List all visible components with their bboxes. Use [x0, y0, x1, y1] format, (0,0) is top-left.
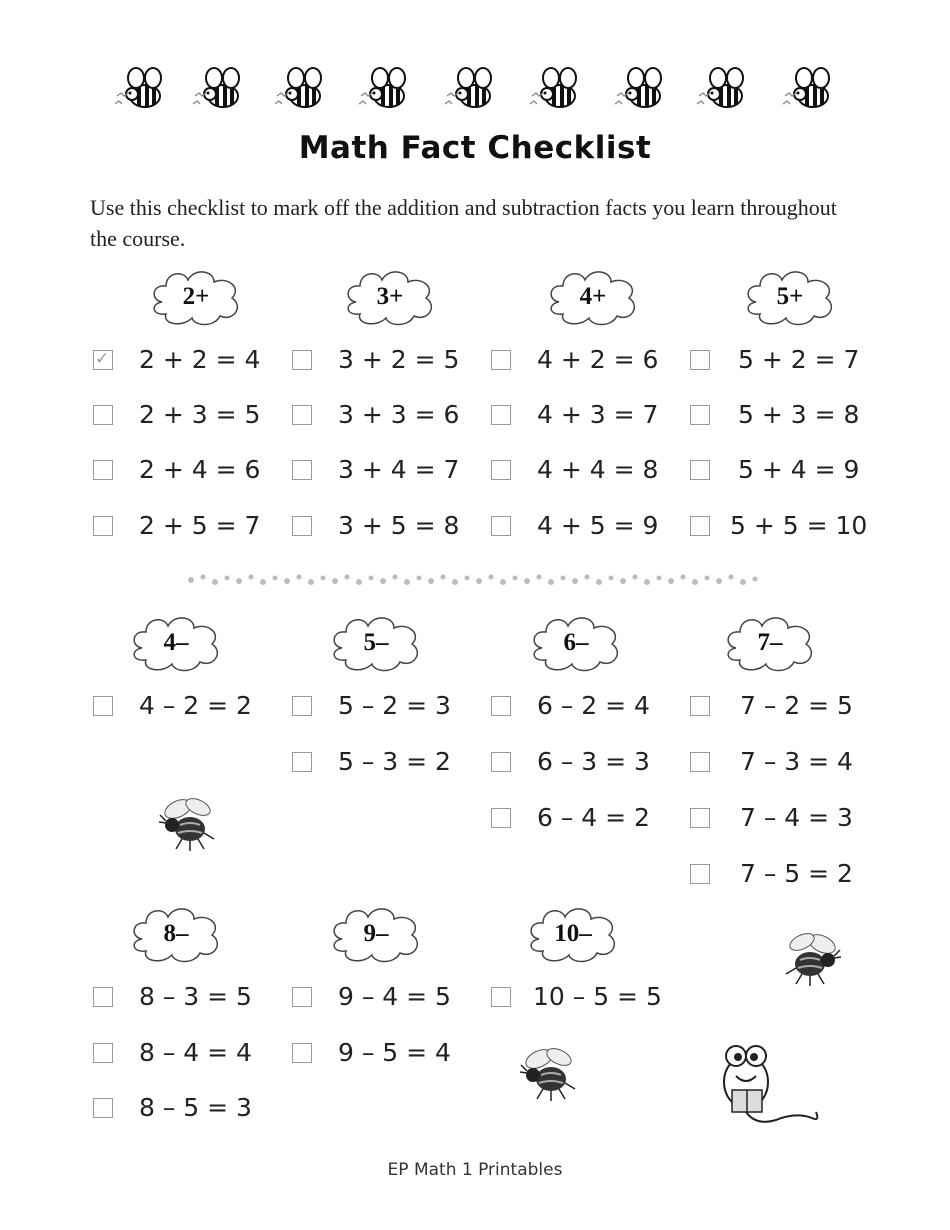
checkbox[interactable] — [491, 752, 511, 772]
checkbox[interactable] — [292, 696, 312, 716]
checkbox[interactable] — [292, 460, 312, 480]
page-footer: EP Math 1 Printables — [387, 1160, 563, 1180]
checkbox[interactable] — [690, 350, 710, 370]
checkbox[interactable] — [690, 752, 710, 772]
checkbox[interactable] — [292, 405, 312, 425]
checkbox[interactable] — [93, 516, 113, 536]
instructions: Use this checklist to mark off the addition and subtraction facts you learn throughout the course. — [90, 195, 837, 251]
bumblebee-icon — [519, 1045, 585, 1107]
checkbox[interactable] — [491, 808, 511, 828]
group-label-4-minus: 4– — [128, 612, 224, 674]
group-label-5-plus: 5+ — [742, 266, 838, 328]
checkbox[interactable] — [690, 405, 710, 425]
bookworm-icon — [716, 1042, 822, 1128]
bumblebee-icon — [776, 930, 842, 992]
checkbox[interactable] — [491, 696, 511, 716]
checkbox[interactable] — [491, 405, 511, 425]
checkbox[interactable] — [690, 808, 710, 828]
group-label-6-minus: 6– — [528, 612, 624, 674]
checkbox[interactable] — [690, 864, 710, 884]
checkbox[interactable] — [93, 460, 113, 480]
checkbox[interactable] — [93, 350, 113, 370]
group-label-7-minus: 7– — [722, 612, 818, 674]
group-label-10-minus: 10– — [525, 903, 621, 965]
checkbox[interactable] — [292, 350, 312, 370]
checkbox[interactable] — [292, 987, 312, 1007]
checkbox[interactable] — [491, 516, 511, 536]
checkbox[interactable] — [690, 516, 710, 536]
bumblebee-icon — [158, 795, 224, 857]
group-label-9-minus: 9– — [328, 903, 424, 965]
checkbox[interactable] — [491, 350, 511, 370]
bee-border-icon — [105, 62, 845, 116]
checkbox[interactable] — [690, 460, 710, 480]
group-label-5-minus: 5– — [328, 612, 424, 674]
checkbox[interactable] — [491, 460, 511, 480]
group-label-8-minus: 8– — [128, 903, 224, 965]
checkbox[interactable] — [491, 987, 511, 1007]
checkbox[interactable] — [292, 752, 312, 772]
group-label-3-plus: 3+ — [342, 266, 438, 328]
check-icon: ✓ — [95, 349, 110, 369]
checkbox[interactable] — [93, 987, 113, 1007]
checkbox[interactable] — [93, 1098, 113, 1118]
group-label-4-plus: 4+ — [545, 266, 641, 328]
checkbox[interactable] — [292, 516, 312, 536]
checkbox[interactable] — [93, 405, 113, 425]
checkbox[interactable] — [292, 1043, 312, 1063]
checkbox[interactable] — [690, 696, 710, 716]
group-label-2-plus: 2+ — [148, 266, 244, 328]
checkbox[interactable] — [93, 696, 113, 716]
checkbox[interactable] — [93, 1043, 113, 1063]
dotted-divider — [185, 571, 765, 589]
page-title: Math Fact Checklist — [298, 130, 652, 166]
